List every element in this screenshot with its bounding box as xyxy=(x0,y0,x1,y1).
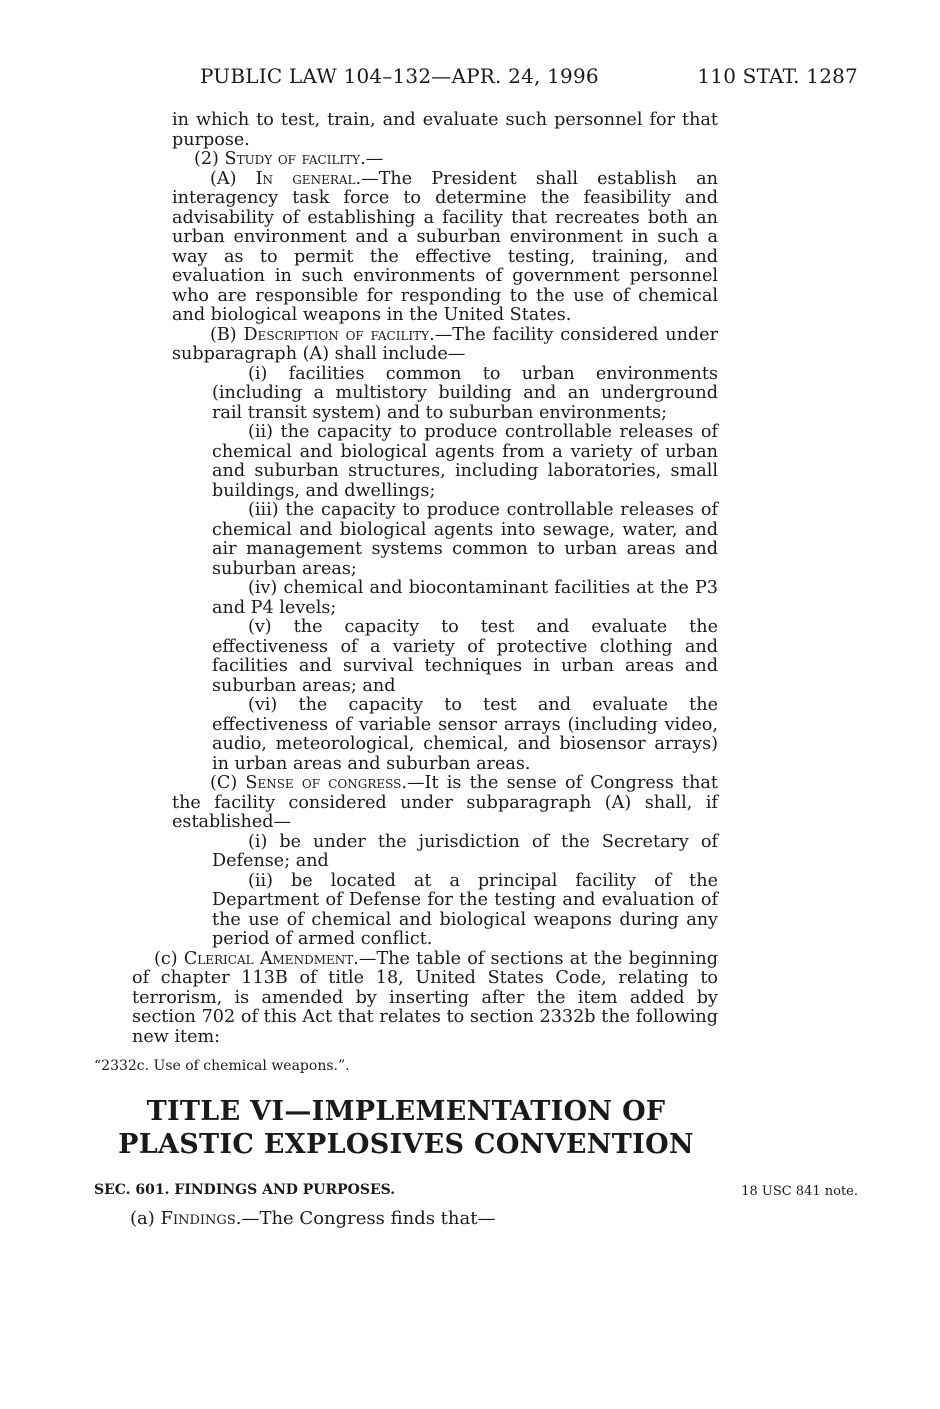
subparagraph-a: (A) In general.—The President shall establish an interagency task force to determine the feasibility and advisability of establishing a facility that recreates both an urban environment and a suburban environment in such a way as to permit the effective testing, training, and evaluation in such environments of government personnel who are responsible for responding to the use of chemical and biological weapons in the United States. xyxy=(172,168,718,325)
clause-b-vi: (vi) the capacity to test and evaluate the effectiveness of variable sensor arrays (including video, audio, meteorological, chemical, and biosensor arrays) in urban areas and suburban areas. xyxy=(212,695,718,774)
clause-c-i: (i) be under the jurisdiction of the Secretary of Defense; and xyxy=(212,831,718,871)
subparagraph-b: (B) Description of facility.—The facility considered under subparagraph (A) shall include— xyxy=(172,324,718,364)
paragraph-study-of-facility: (2) Study of facility.— xyxy=(194,149,384,169)
running-header: PUBLIC LAW 104–132—APR. 24, 1996 xyxy=(200,64,599,88)
clause-c-ii: (ii) be located at a principal facility of the Department of Defense for the testing and evaluation of the use of chemical and biological weapons during any period of armed conflict. xyxy=(212,870,718,949)
subparagraph-c: (C) Sense of congress.—It is the sense of Congress that the facility considered under subparagraph (A) shall, if established— xyxy=(172,773,718,832)
title-line-1: TITLE VI—IMPLEMENTATION OF xyxy=(146,1096,666,1127)
subsection-clerical-amendment: (c) Clerical Amendment.—The table of sections at the beginning of chapter 113B of title 18, United States Code, relating to terrorism, is amended by inserting after the item added by section 702 of this Act that relates to section 2332b the following new item: xyxy=(132,948,718,1047)
clause-b-v: (v) the capacity to test and evaluate the effectiveness of a variety of protective clothing and facilities and survival techniques in urban areas and suburban areas; and xyxy=(212,617,718,696)
clause-b-i: (i) facilities common to urban environments (including a multistory building and an underground rail transit system) and to suburban environments; xyxy=(212,363,718,423)
new-table-item: “2332c. Use of chemical weapons.”. xyxy=(94,1058,350,1074)
body-text xyxy=(132,110,718,1047)
margin-note: 18 USC 841 note. xyxy=(741,1184,858,1199)
page-citation: 110 STAT. 1287 xyxy=(697,64,858,88)
clause-b-ii: (ii) the capacity to produce controllable releases of chemical and biological agents from a variety of urban and suburban structures, including laboratories, small buildings, and dwellings; xyxy=(212,422,718,501)
title-line-2: PLASTIC EXPLOSIVES CONVENTION xyxy=(118,1129,694,1160)
clause-b-iv: (iv) chemical and biocontaminant facilities at the P3 and P4 levels; xyxy=(212,578,718,618)
subsection-findings: (a) Findings.—The Congress finds that— xyxy=(130,1208,496,1229)
section-heading: SEC. 601. FINDINGS AND PURPOSES. xyxy=(94,1182,396,1198)
clause-b-iii: (iii) the capacity to produce controllable releases of chemical and biological agents into sewage, water, and air management systems common to urban areas and suburban areas; xyxy=(212,500,718,579)
title-heading xyxy=(0,1095,812,1161)
paragraph-continuation: in which to test, train, and evaluate such personnel for that purpose. xyxy=(172,110,718,150)
